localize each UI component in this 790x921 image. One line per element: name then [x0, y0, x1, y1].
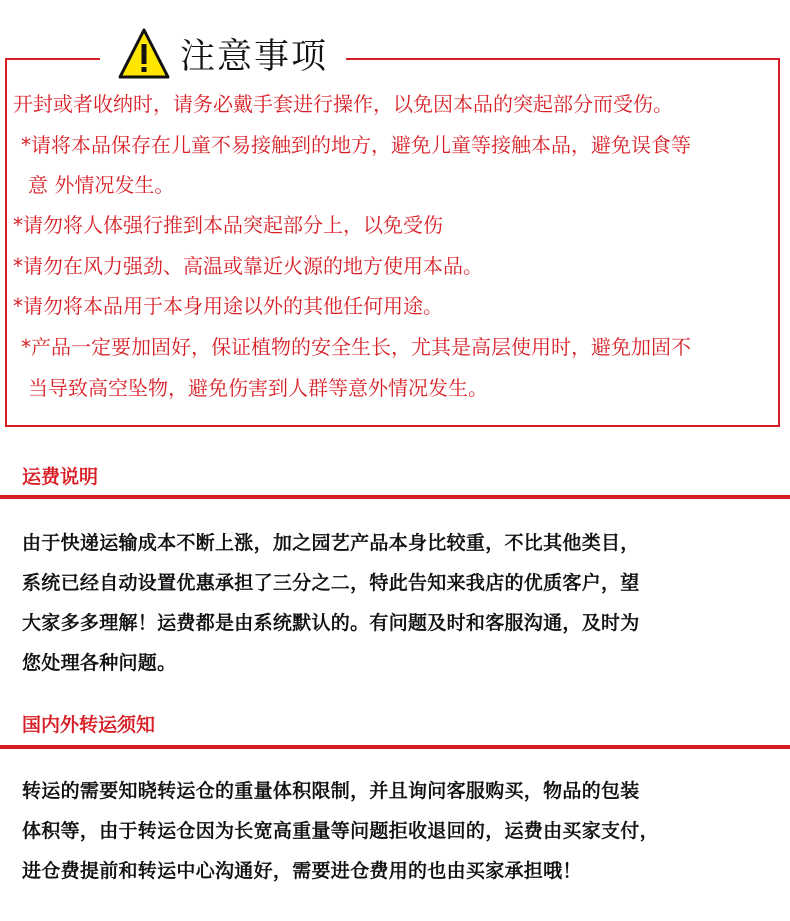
notice-line: *请勿将人体强行推到本品突起部分上，以免受伤 [13, 213, 443, 237]
transfer-text-line: 体积等，由于转运仓因为长宽高重量等问题拒收退回的，运费由买家支付， [22, 820, 659, 842]
shipping-text-line: 大家多多理解！运费都是由系统默认的。有问题及时和客服沟通，及时为 [22, 612, 640, 634]
shipping-section-title: 运费说明 [22, 466, 99, 488]
shipping-text-line: 您处理各种问题。 [22, 652, 177, 674]
transfer-text-line: 进仓费提前和转运中心沟通好，需要进仓费用的也由买家承担哦！ [22, 860, 582, 882]
shipping-text-line: 系统已经自动设置优惠承担了三分之二，特此告知来我店的优质客户，望 [22, 572, 640, 594]
transfer-divider [0, 745, 790, 749]
notice-line: 意 外情况发生。 [28, 173, 175, 197]
notice-title: 注意事项 [180, 37, 329, 77]
notice-line: *产品一定要加固好，保证植物的安全生长，尤其是高层使用时，避免加固不 [21, 335, 691, 359]
notice-line: *请勿将本品用于本身用途以外的其他任何用途。 [13, 294, 443, 318]
notice-header [100, 24, 346, 84]
transfer-section-title: 国内外转运须知 [22, 714, 156, 736]
warning-triangle-icon [118, 28, 170, 80]
notice-line: *请勿在风力强劲、高温或靠近火源的地方使用本品。 [13, 254, 483, 278]
notice-line: 当导致高空坠物，避免伤害到人群等意外情况发生。 [28, 376, 488, 400]
notice-line: 开封或者收纳时，请务必戴手套进行操作，以免因本品的突起部分而受伤。 [13, 92, 673, 116]
notice-line: *请将本品保存在儿童不易接触到的地方，避免儿童等接触本品，避免误食等 [21, 133, 691, 157]
transfer-text-line: 转运的需要知晓转运仓的重量体积限制，并且询问客服购买，物品的包装 [22, 780, 640, 802]
shipping-divider [0, 495, 790, 499]
shipping-text-line: 由于快递运输成本不断上涨，加之园艺产品本身比较重，不比其他类目， [22, 532, 640, 554]
